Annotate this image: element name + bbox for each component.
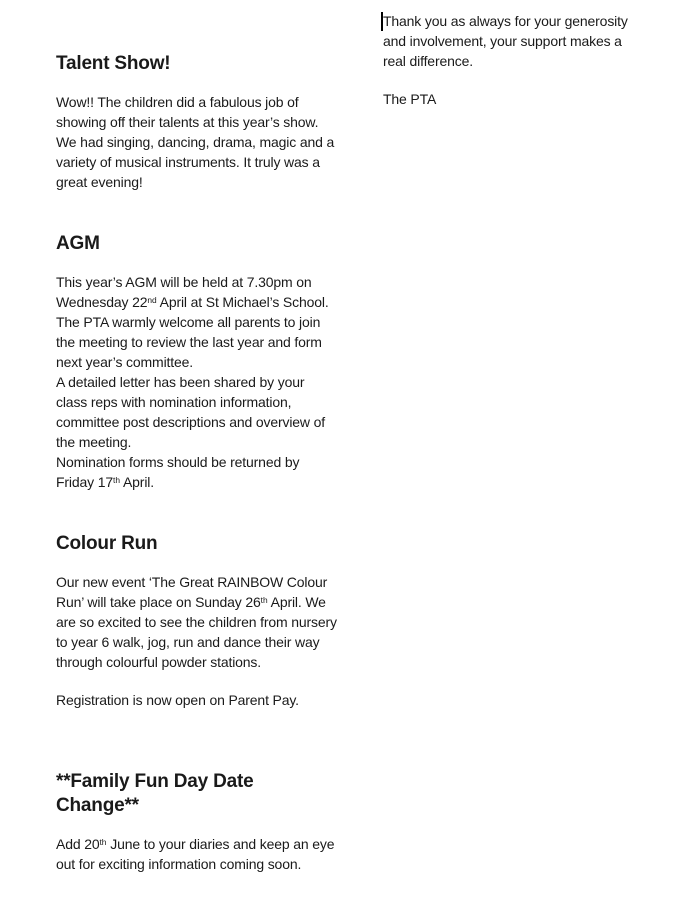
superscript-ordinal: th: [260, 595, 268, 606]
section-heading: Colour Run: [56, 533, 158, 554]
section-heading: **Family Fun Day Date Change**: [56, 771, 254, 816]
text-run: Wow!! The children did a fabulous job of showing off their talents at this year’s show. We had singing, dancing, drama, magic and a variety of musical instruments. It truly was a great evening!: [56, 94, 335, 190]
paragraph: [56, 452, 337, 492]
text-run: June to your diaries and keep an eye out for exciting information coming soon.: [56, 836, 335, 872]
text-run: The PTA warmly welcome all parents to join the meeting to review the last year and form next year’s committee.: [56, 314, 322, 370]
section-heading: Talent Show!: [56, 53, 171, 74]
right-text-column[interactable]: [383, 11, 639, 109]
paragraph: [56, 690, 337, 710]
paragraph: [56, 92, 337, 192]
text-run: The PTA: [383, 91, 437, 107]
text-run: Thank you as always for your generosity and involvement, your support makes a real difference.: [383, 13, 628, 69]
left-text-column[interactable]: [56, 52, 337, 874]
paragraph: [383, 11, 639, 71]
paragraph: [56, 572, 337, 672]
section-heading: AGM: [56, 233, 100, 254]
text-run: Registration is now open on Parent Pay.: [56, 692, 299, 708]
text-run: This year’s AGM will be held at 7.30pm on Wednesday 22: [56, 274, 312, 310]
text-cursor: [381, 12, 383, 31]
paragraph: [56, 372, 337, 452]
paragraph: [56, 272, 337, 312]
superscript-ordinal: th: [99, 837, 107, 848]
paragraph: [383, 89, 639, 109]
paragraph: [56, 834, 337, 874]
text-run: Our new event ‘The Great RAINBOW Colour Run’ will take place on Sunday 26: [56, 574, 328, 610]
text-run: A detailed letter has been shared by your class reps with nomination information, committee post descriptions and overview of the meeting.: [56, 374, 326, 450]
paragraph: [56, 312, 337, 372]
text-run: April.: [120, 474, 154, 490]
superscript-ordinal: th: [113, 475, 121, 486]
superscript-ordinal: nd: [147, 295, 157, 306]
text-run: April. We are so excited to see the children from nursery to year 6 walk, jog, run and dance their way through colourful powder stations.: [56, 594, 337, 670]
text-run: April at St Michael’s School.: [156, 294, 329, 310]
text-run: Add 20: [56, 836, 100, 852]
text-run: Nomination forms should be returned by Friday 17: [56, 454, 300, 490]
